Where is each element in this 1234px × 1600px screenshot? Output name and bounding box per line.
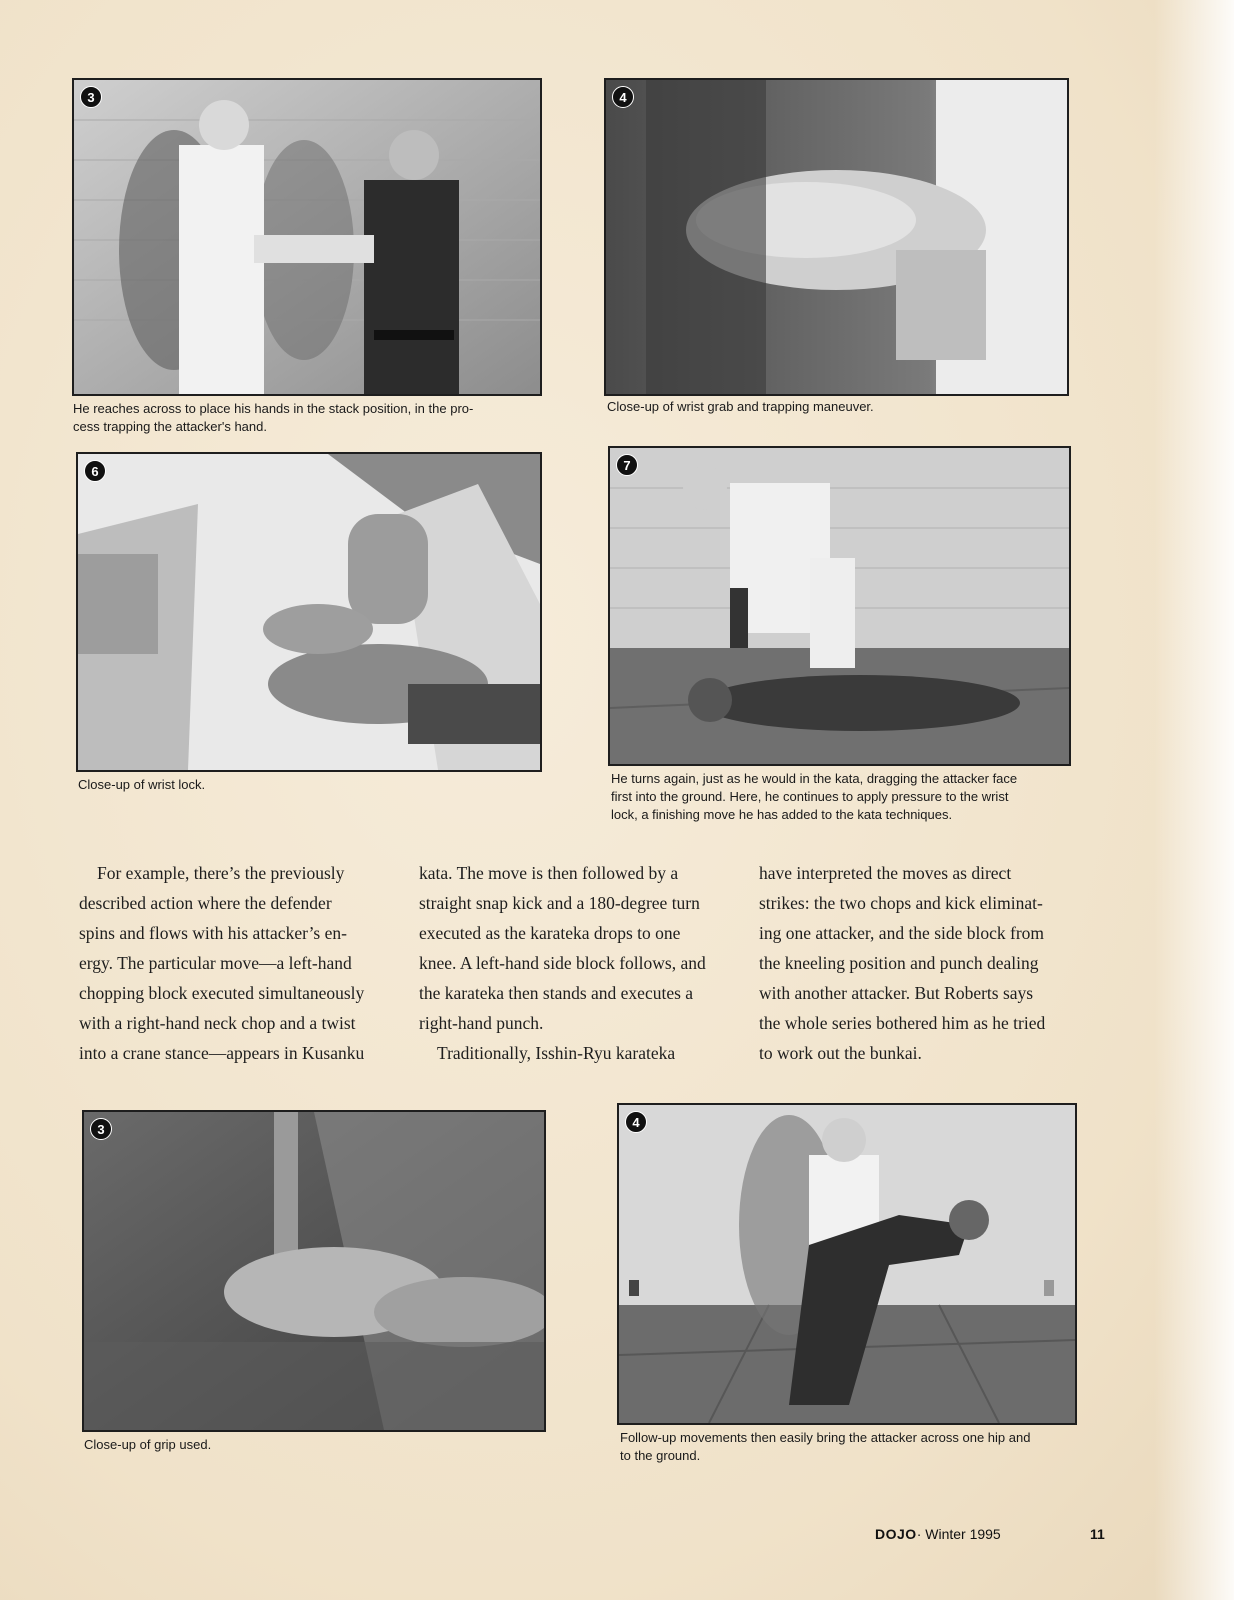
- page-edge: [1154, 0, 1234, 1600]
- photo-3-stack-position: [72, 78, 542, 396]
- photo-3-number-badge: 3: [80, 86, 102, 108]
- photo-7-number-badge: 7: [616, 454, 638, 476]
- photo-4-image: [606, 80, 1067, 394]
- photo-7-caption: He turns again, just as he would in the kata, dragging the attacker face first into the ground. Here, he continues to apply pressure to the wrist lock, a finishing move he has added to the kata techniques.: [611, 771, 1018, 822]
- photo-4-number-badge: 4: [612, 86, 634, 108]
- page-footer: [875, 1526, 1105, 1542]
- photo-3-caption: He reaches across to place his hands in the stack position, in the pro- cess trapping the attacker's hand.: [73, 401, 474, 434]
- page-number: 11: [1090, 1526, 1105, 1542]
- photo-4-wrist-grab: [604, 78, 1069, 396]
- photo-grip-image: [84, 1112, 544, 1430]
- article-column-2: kata. The move is then followed by a straight snap kick and a 180-degree turn executed as the karateka drops to one knee. A left-hand side block follows, and the karateka then stands and executes a right-hand punch. Traditionally, Isshin-Ryu karateka: [419, 863, 706, 1063]
- issue-label: · Winter 1995: [916, 1526, 1001, 1542]
- photo-hip-throw-number-badge: 4: [625, 1111, 647, 1133]
- article-column-1: For example, there’s the previously described action where the defender spins and flows with his attacker’s en- ergy. The particular move—a left-hand chopping block executed simultaneously with a right-hand neck chop and a twist into a crane stance—appears in Kusanku: [79, 863, 365, 1063]
- photo-7-image: [610, 448, 1069, 764]
- photo-7-takedown: [608, 446, 1071, 766]
- photo-hip-throw-caption: Follow-up movements then easily bring the attacker across one hip and to the ground.: [620, 1430, 1031, 1463]
- photo-grip-number-badge: 3: [90, 1118, 112, 1140]
- photo-hip-throw-image: [619, 1105, 1075, 1423]
- article-column-3: have interpreted the moves as direct strikes: the two chops and kick eliminat- ing one attacker, and the side block from the kneeling position and punch dealing with another attacker. But Roberts says the whole series bothered him as he tried to work out the bunkai.: [759, 863, 1046, 1063]
- photo-4-caption: Close-up of wrist grab and trapping maneuver.: [607, 399, 874, 414]
- photo-6-wrist-lock: [76, 452, 542, 772]
- photo-3-image: [74, 80, 540, 394]
- photo-6-caption: Close-up of wrist lock.: [78, 777, 206, 792]
- photo-grip-closeup: [82, 1110, 546, 1432]
- magazine-name: DOJO: [875, 1526, 917, 1542]
- photo-6-image: [78, 454, 540, 770]
- photo-6-number-badge: 6: [84, 460, 106, 482]
- photo-hip-throw: [617, 1103, 1077, 1425]
- photo-grip-caption: Close-up of grip used.: [84, 1437, 212, 1452]
